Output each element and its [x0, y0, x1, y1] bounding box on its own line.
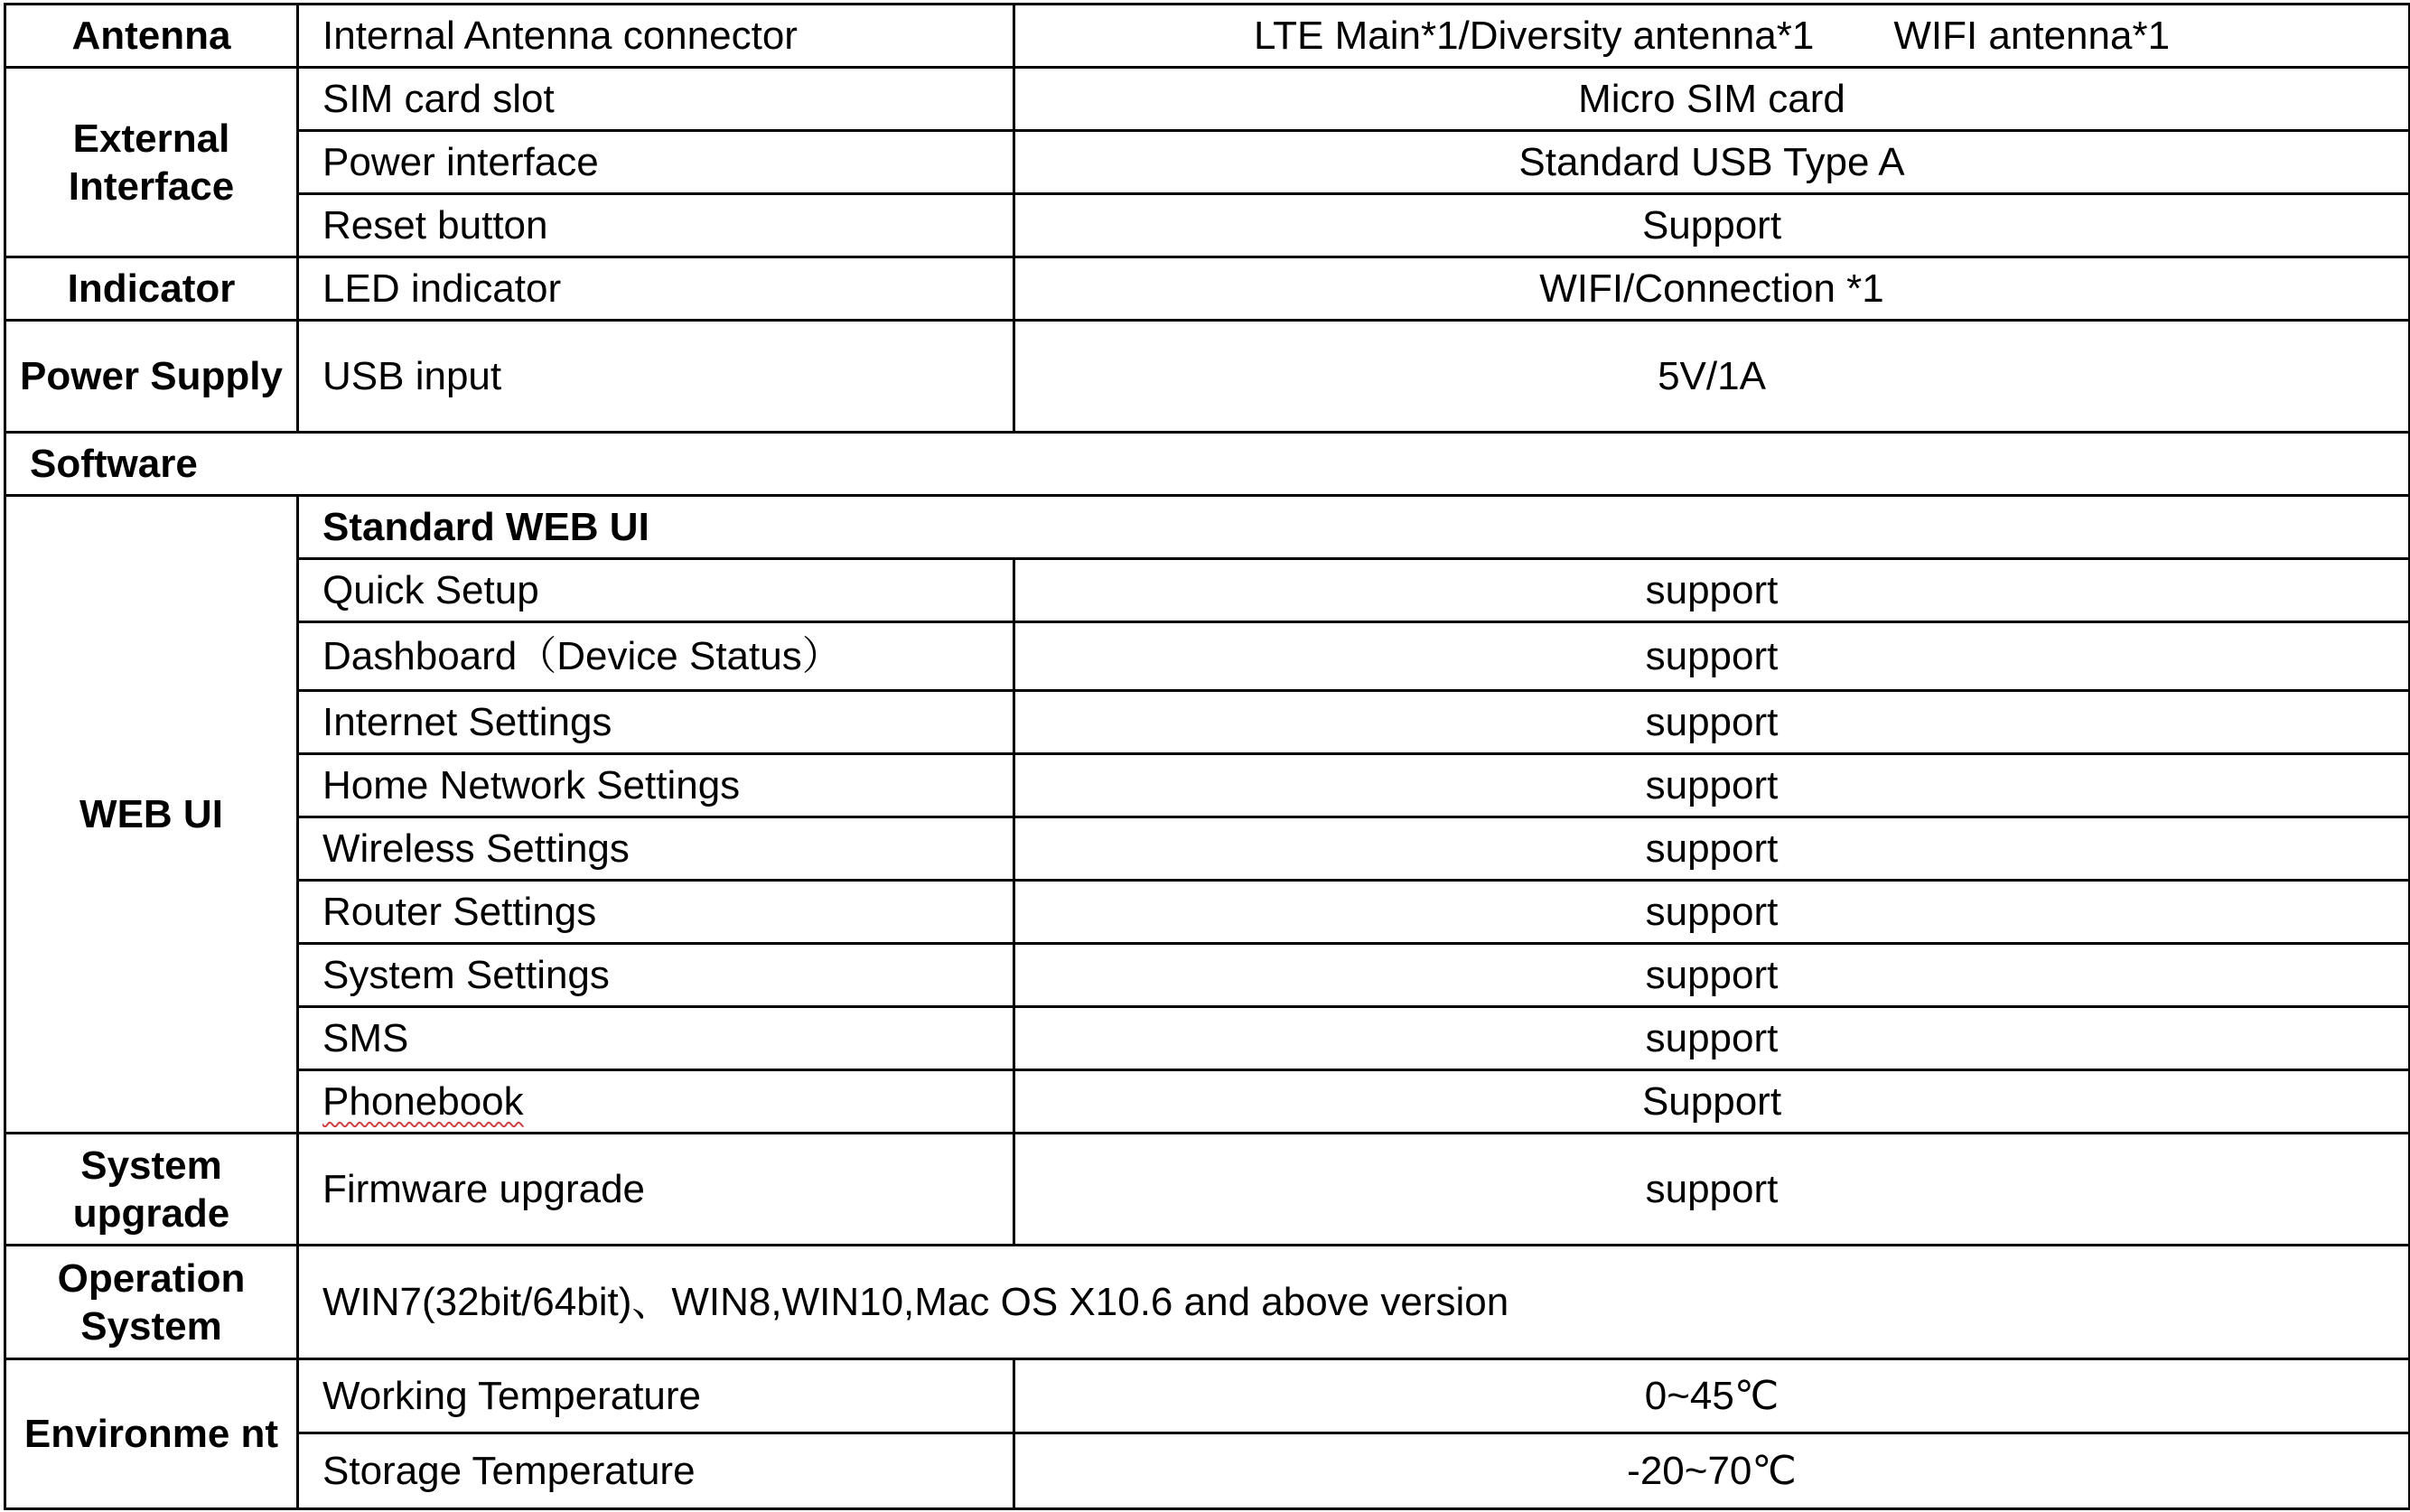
table-row: [5, 194, 2410, 257]
table-row: [5, 496, 2410, 559]
row-value: support: [1014, 559, 2410, 622]
table-row: [5, 5, 2410, 68]
row-value: Micro SIM card: [1014, 68, 2410, 131]
row-value: support: [1014, 944, 2410, 1007]
table-row: [5, 691, 2410, 754]
row-label: Router Settings: [298, 881, 1014, 944]
row-value: Standard USB Type A: [1014, 131, 2410, 194]
row-value: support: [1014, 1134, 2410, 1246]
table-row: [5, 1246, 2410, 1359]
row-label: USB input: [298, 321, 1014, 433]
table-row: [5, 131, 2410, 194]
row-value: support: [1014, 691, 2410, 754]
row-label: [298, 1070, 1014, 1134]
row-value: support: [1014, 817, 2410, 881]
row-label: SMS: [298, 1007, 1014, 1070]
row-value: Support: [1014, 1070, 2410, 1134]
row-value: support: [1014, 881, 2410, 944]
row-label: Working Temperature: [298, 1359, 1014, 1433]
row-value: -20~70℃: [1014, 1433, 2410, 1509]
spec-table: [4, 3, 2410, 1510]
table-row: [5, 433, 2410, 496]
category-system-upgrade: System upgrade: [5, 1134, 298, 1246]
row-label: Internal Antenna connector: [298, 5, 1014, 68]
row-label: LED indicator: [298, 257, 1014, 321]
row-value: 5V/1A: [1014, 321, 2410, 433]
category-external-interface: External Interface: [5, 68, 298, 257]
row-value: support: [1014, 622, 2410, 691]
row-label: Quick Setup: [298, 559, 1014, 622]
table-row: [5, 1070, 2410, 1134]
row-label: Reset button: [298, 194, 1014, 257]
table-row: [5, 881, 2410, 944]
table-row: [5, 1007, 2410, 1070]
row-label: SIM card slot: [298, 68, 1014, 131]
table-row: [5, 944, 2410, 1007]
os-value: WIN7(32bit/64bit)、WIN8,WIN10,Mac OS X10.6 and above version: [298, 1246, 2410, 1359]
row-label: Wireless Settings: [298, 817, 1014, 881]
table-row: [5, 257, 2410, 321]
category-web-ui: WEB UI: [5, 496, 298, 1134]
row-value: WIFI/Connection *1: [1014, 257, 2410, 321]
sub-header-standard-web-ui: Standard WEB UI: [298, 496, 2410, 559]
table-row: [5, 1134, 2410, 1246]
category-power-supply: Power Supply: [5, 321, 298, 433]
table-row: [5, 754, 2410, 817]
row-label: Internet Settings: [298, 691, 1014, 754]
row-label: Home Network Settings: [298, 754, 1014, 817]
table-row: [5, 321, 2410, 433]
table-row: [5, 1433, 2410, 1509]
row-label: Storage Temperature: [298, 1433, 1014, 1509]
table-row: [5, 1359, 2410, 1433]
table-row: [5, 559, 2410, 622]
row-value: support: [1014, 754, 2410, 817]
spellcheck-word: Phonebook: [322, 1078, 524, 1124]
row-value: 0~45℃: [1014, 1359, 2410, 1433]
table-row: [5, 817, 2410, 881]
table-row: [5, 622, 2410, 691]
row-value: Support: [1014, 194, 2410, 257]
category-environment: Environme nt: [5, 1359, 298, 1509]
row-label: Firmware upgrade: [298, 1134, 1014, 1246]
row-value: support: [1014, 1007, 2410, 1070]
value-wifi-antenna: WIFI antenna*1: [1893, 13, 2171, 58]
category-indicator: Indicator: [5, 257, 298, 321]
section-software: Software: [5, 433, 2410, 496]
row-value: [1014, 5, 2410, 68]
row-label: Power interface: [298, 131, 1014, 194]
value-lte-antenna: LTE Main*1/Diversity antenna*1: [1253, 13, 1815, 58]
table-row: [5, 68, 2410, 131]
row-label: System Settings: [298, 944, 1014, 1007]
category-antenna: Antenna: [5, 5, 298, 68]
category-operation-system: Operation System: [5, 1246, 298, 1359]
row-label: Dashboard（Device Status）: [298, 622, 1014, 691]
